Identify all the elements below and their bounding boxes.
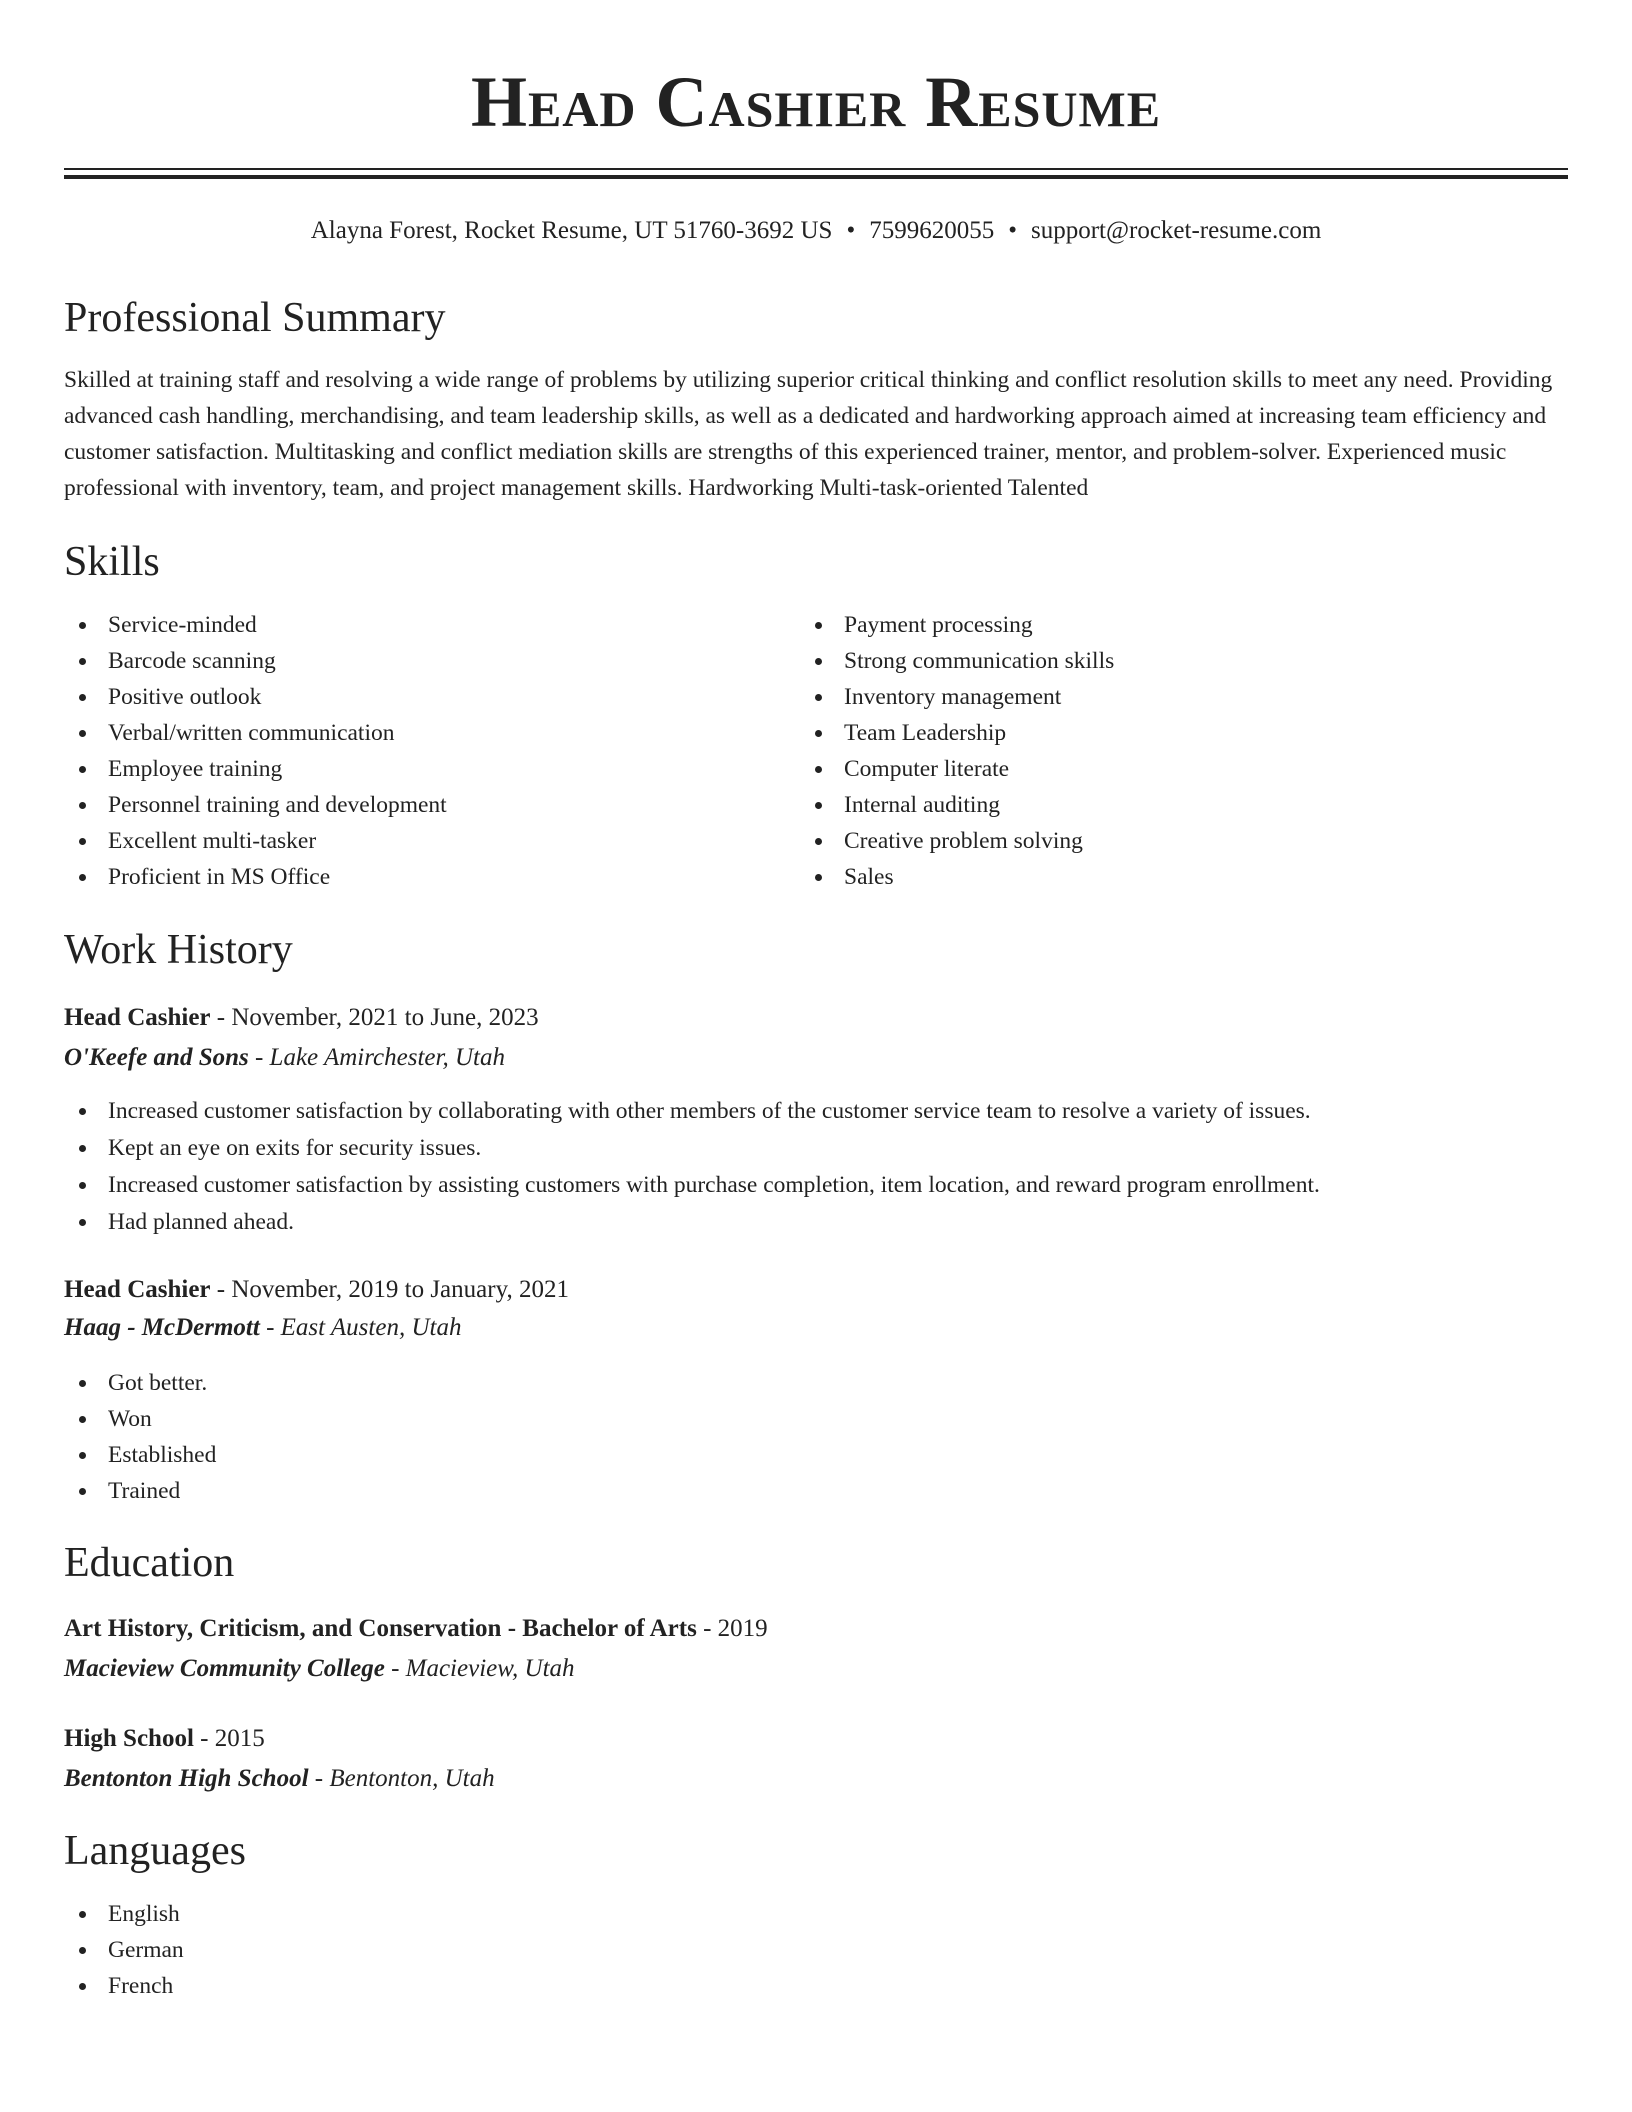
- school-location: - Macieview, Utah: [384, 1655, 575, 1682]
- skill-item: Personnel training and development: [64, 787, 447, 823]
- degree-line: [64, 1721, 265, 1757]
- skill-item: Strong communication skills: [800, 643, 1114, 679]
- job-bullet: Won: [64, 1401, 216, 1437]
- job-bullet: Increased customer satisfaction by assisting customers with purchase completion, item location, and reward program enrollment.: [64, 1167, 1320, 1204]
- job-bullet: Got better.: [64, 1365, 216, 1401]
- school-name: Macieview Community College: [64, 1655, 385, 1682]
- resume-title: Head Cashier Resume: [470, 62, 1162, 142]
- skills-list-right: [800, 607, 1114, 895]
- skill-item: Positive outlook: [64, 679, 447, 715]
- skill-item: Service-minded: [64, 607, 447, 643]
- skill-item: Sales: [800, 859, 1114, 895]
- language-item: French: [64, 1968, 184, 2004]
- skill-item: Verbal/written communication: [64, 715, 447, 751]
- bullet-separator: •: [1008, 217, 1017, 244]
- summary-text: Skilled at training staff and resolving a wide range of problems by utilizing superior critical thinking and conflict resolution skills to meet any need. Providing advanced cash handling, merchandising, and team leadership skills, as well as a dedicated and hardworking approach aimed at increasing team efficiency and customer satisfaction. Multitasking and conflict mediation skills are strengths of this experienced trainer, mentor, and problem-solver. Experienced music professional with inventory, team, and project management skills. Hardworking Multi-task-oriented Talented: [64, 367, 1553, 501]
- school-name: Bentonton High School: [64, 1765, 309, 1792]
- skill-item: Payment processing: [800, 607, 1114, 643]
- skill-item: Creative problem solving: [800, 823, 1114, 859]
- job-title-line: [64, 1272, 569, 1308]
- language-item: English: [64, 1896, 184, 1932]
- degree-year: - 2015: [193, 1725, 265, 1752]
- degree-year: - 2019: [696, 1615, 768, 1642]
- skill-item: Excellent multi-tasker: [64, 823, 447, 859]
- summary-heading: Professional Summary: [64, 295, 446, 341]
- title-divider-thick: [64, 175, 1568, 179]
- skill-item: Team Leadership: [800, 715, 1114, 751]
- skills-list-left: [64, 607, 447, 895]
- job-bullet: Increased customer satisfaction by collaborating with other members of the customer service team to resolve a variety of issues.: [64, 1093, 1320, 1130]
- job-bullet: Trained: [64, 1473, 216, 1509]
- job-bullet: Had planned ahead.: [64, 1204, 1320, 1241]
- job-company-line: [64, 1040, 505, 1076]
- work-heading: Work History: [64, 927, 293, 973]
- education-heading: Education: [64, 1540, 235, 1586]
- skill-item: Inventory management: [800, 679, 1114, 715]
- job-bullets: [64, 1365, 216, 1509]
- skill-item: Proficient in MS Office: [64, 859, 447, 895]
- school-line: [64, 1761, 495, 1797]
- skill-item: Computer literate: [800, 751, 1114, 787]
- job-dates: - November, 2021 to June, 2023: [210, 1004, 539, 1031]
- languages-heading: Languages: [64, 1828, 246, 1874]
- contact-email: support@rocket-resume.com: [1030, 217, 1322, 244]
- job-title-line: [64, 1000, 539, 1036]
- job-dates: - November, 2019 to January, 2021: [210, 1276, 569, 1303]
- bullet-separator: •: [846, 217, 856, 244]
- job-location: - Lake Amirchester, Utah: [248, 1044, 505, 1071]
- skill-item: Employee training: [64, 751, 447, 787]
- contact-phone: 7599620055: [869, 217, 995, 244]
- job-title: Head Cashier: [64, 1276, 211, 1303]
- skill-item: Internal auditing: [800, 787, 1114, 823]
- school-line: [64, 1651, 575, 1687]
- title-divider-thin: [64, 168, 1568, 170]
- languages-list: [64, 1896, 184, 2004]
- degree: Art History, Criticism, and Conservation - Bachelor of Arts: [64, 1615, 697, 1642]
- contact-address: Alayna Forest, Rocket Resume, UT 51760-3692 US: [310, 217, 833, 244]
- language-item: German: [64, 1932, 184, 1968]
- school-location: - Bentonton, Utah: [308, 1765, 495, 1792]
- contact-line: [64, 213, 1568, 249]
- job-bullet: Established: [64, 1437, 216, 1473]
- job-bullet: Kept an eye on exits for security issues.: [64, 1130, 1320, 1167]
- job-company-line: [64, 1310, 461, 1346]
- job-bullets: [64, 1093, 1320, 1241]
- job-company: O'Keefe and Sons: [64, 1044, 249, 1071]
- skill-item: Barcode scanning: [64, 643, 447, 679]
- job-location: - East Austen, Utah: [259, 1314, 462, 1341]
- job-title: Head Cashier: [64, 1004, 211, 1031]
- degree-line: [64, 1611, 768, 1647]
- degree: High School: [64, 1725, 194, 1752]
- job-company: Haag - McDermott: [64, 1314, 260, 1341]
- skills-heading: Skills: [64, 539, 160, 585]
